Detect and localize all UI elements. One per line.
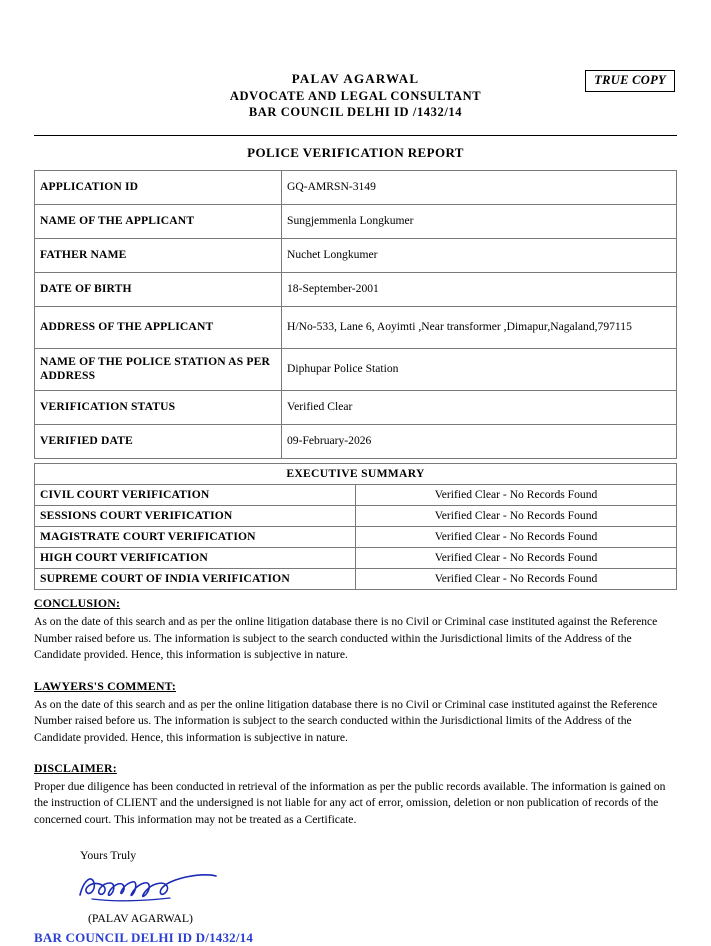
conclusion-title: CONCLUSION: <box>34 596 121 611</box>
row-value: 18-September-2001 <box>282 273 677 307</box>
table-row <box>35 425 677 459</box>
executive-summary-heading: EXECUTIVE SUMMARY <box>35 464 677 485</box>
applicant-details-table <box>34 170 677 459</box>
true-copy-stamp: TRUE COPY <box>585 70 675 92</box>
table-row <box>35 548 677 569</box>
signature-image <box>74 865 677 909</box>
table-row <box>35 485 677 506</box>
table-row <box>35 239 677 273</box>
row-label: ADDRESS OF THE APPLICANT <box>35 307 282 349</box>
row-label: VERIFICATION STATUS <box>35 391 282 425</box>
row-value: Diphupar Police Station <box>282 349 677 391</box>
yours-truly-label: Yours Truly <box>80 848 137 863</box>
table-row <box>35 391 677 425</box>
row-label: APPLICATION ID <box>35 171 282 205</box>
row-value: 09-February-2026 <box>282 425 677 459</box>
table-row <box>35 506 677 527</box>
table-header-row <box>35 464 677 485</box>
section-gap <box>34 664 677 673</box>
letterhead <box>34 0 677 121</box>
row-value: Nuchet Longkumer <box>282 239 677 273</box>
row-label: HIGH COURT VERIFICATION <box>35 548 356 569</box>
row-label: NAME OF THE APPLICANT <box>35 205 282 239</box>
row-value: Verified Clear <box>282 391 677 425</box>
row-value: Sungjemmenla Longkumer <box>282 205 677 239</box>
disclaimer-body: Proper due diligence has been conducted in retrieval of the information as per the public records available. The information is gained on the instruction of CLIENT and the undersigned is not liable for any act of error, omission, deletion or non publication of records of the concerned court. This information may not be treated as a Certificate. <box>34 780 666 826</box>
row-value: Verified Clear - No Records Found <box>356 548 677 569</box>
row-label: SUPREME COURT OF INDIA VERIFICATION <box>35 569 356 590</box>
header-divider <box>34 135 677 136</box>
row-value: Verified Clear - No Records Found <box>356 485 677 506</box>
row-label: CIVIL COURT VERIFICATION <box>35 485 356 506</box>
row-label: NAME OF THE POLICE STATION AS PER ADDRESS <box>35 349 282 391</box>
lawyers-comment-title: LAWYERS'S COMMENT: <box>34 678 177 693</box>
conclusion-section <box>34 596 677 663</box>
letterhead-council: BAR COUNCIL DELHI ID /1432/14 <box>248 105 463 120</box>
lawyers-comment-section <box>34 679 677 746</box>
table-row <box>35 527 677 548</box>
table-row <box>35 569 677 590</box>
executive-summary-table <box>34 463 677 590</box>
row-value: Verified Clear - No Records Found <box>356 506 677 527</box>
row-value: H/No-533, Lane 6, Aoyimti ,Near transformer ,Dimapur,Nagaland,797115 <box>282 307 677 349</box>
conclusion-body: As on the date of this search and as per the online litigation database there is no Civil or Criminal case instituted against the Reference Number raised before us. The information is subject to the search conducted within the Jurisdictional limits of the Address of the Candidate provided. Hence, this information is subjective in nature. <box>34 615 658 662</box>
disclaimer-title: DISCLAIMER: <box>34 761 117 776</box>
handwritten-signature-icon <box>74 865 224 909</box>
bar-council-id: BAR COUNCIL DELHI ID D/1432/14 <box>34 930 254 946</box>
table-row <box>35 205 677 239</box>
disclaimer-section <box>34 761 677 828</box>
letterhead-name: PALAV AGARWAL <box>291 71 420 86</box>
page-title: POLICE VERIFICATION REPORT <box>247 145 464 161</box>
table-row <box>35 171 677 205</box>
row-label: DATE OF BIRTH <box>35 273 282 307</box>
row-label: MAGISTRATE COURT VERIFICATION <box>35 527 356 548</box>
row-label: SESSIONS COURT VERIFICATION <box>35 506 356 527</box>
section-gap <box>34 746 677 755</box>
table-row <box>35 307 677 349</box>
signatory-name: (PALAV AGARWAL) <box>88 911 193 926</box>
row-label: FATHER NAME <box>35 239 282 273</box>
signoff-section <box>34 848 677 946</box>
table-row <box>35 349 677 391</box>
lawyers-comment-body: As on the date of this search and as per the online litigation database there is no Civil or Criminal case instituted against the Reference Number raised before us. The information is subject to the search conducted within the Jurisdictional limits of the Address of the Candidate provided. Hence, this information is subjective in nature. <box>34 697 658 744</box>
row-value: Verified Clear - No Records Found <box>356 527 677 548</box>
letterhead-role: ADVOCATE AND LEGAL CONSULTANT <box>229 88 482 103</box>
row-value: Verified Clear - No Records Found <box>356 569 677 590</box>
table-row <box>35 273 677 307</box>
row-label: VERIFIED DATE <box>35 425 282 459</box>
row-value: GQ-AMRSN-3149 <box>282 171 677 205</box>
